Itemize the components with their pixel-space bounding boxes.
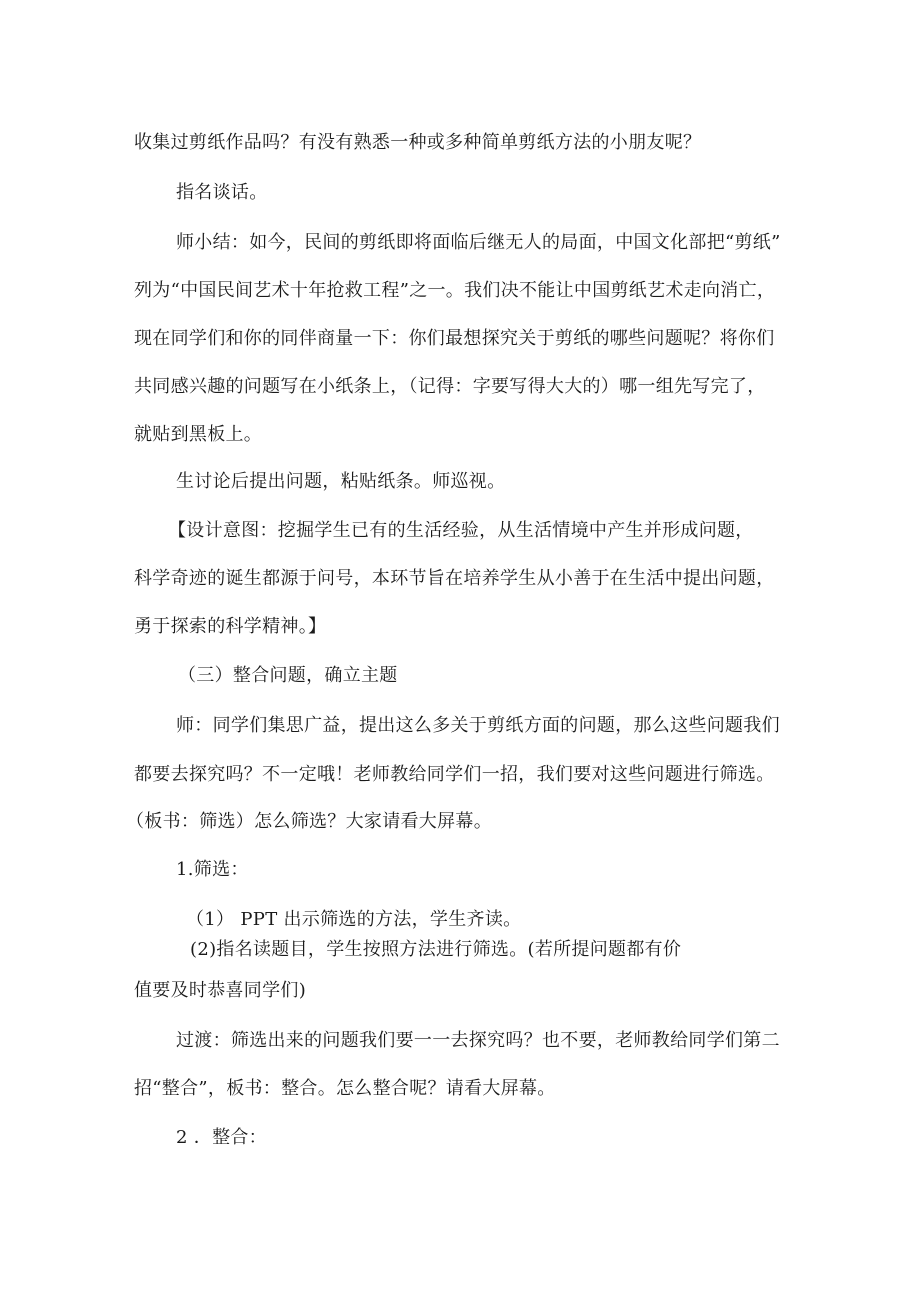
paragraph-student-discussion: 生讨论后提出问题，粘贴纸条。师巡视。: [176, 471, 506, 492]
paragraph-teacher-summary-line-3: 现在同学们和你的同伴商量一下：你们最想探究关于剪纸的哪些问题呢？将你们: [134, 328, 775, 349]
step-2-integrate-heading: 2 ．整合：: [176, 1127, 267, 1148]
paragraph-teacher-summary-line-1: 师小结：如今，民间的剪纸即将面临后继无人的局面，中国文化部把“剪纸”: [176, 232, 781, 253]
paragraph-design-intent-line-1: 【设计意图：挖掘学生已有的生活经验，从生活情境中产生并形成问题，: [168, 520, 754, 541]
paragraph-design-intent-line-3: 勇于探索的科学精神。】: [134, 616, 327, 637]
paragraph-transition-line-2: 招“整合”，板书：整合。怎么整合呢？请看大屏幕。: [134, 1078, 556, 1099]
step-1-filter-heading: 1.筛选：: [176, 859, 249, 880]
section-heading-integrate: （三）整合问题，确立主题: [178, 665, 398, 686]
paragraph-question-line: 收集过剪纸作品吗？有没有熟悉一种或多种简单剪纸方法的小朋友呢？: [134, 132, 702, 153]
paragraph-teacher-summary-line-2: 列为“中国民间艺术十年抢救工程”之一。我们决不能让中国剪纸艺术走向消亡，: [134, 280, 776, 301]
paragraph-design-intent-line-2: 科学奇迹的诞生都源于问号，本环节旨在培养学生从小善于在生活中提出问题，: [134, 568, 775, 589]
paragraph-transition-line-1: 过渡：筛选出来的问题我们要一一去探究吗？也不要，老师教给同学们第二: [176, 1030, 780, 1051]
paragraph-teacher-brainstorm-line-3: （板书：筛选）怎么筛选？大家请看大屏幕。: [126, 811, 492, 832]
paragraph-named-talk: 指名谈话。: [176, 182, 268, 203]
step-1-item-2-line-1: (2)指名读题目，学生按照方法进行筛选。(若所提问题都有价: [190, 939, 682, 960]
paragraph-teacher-brainstorm-line-2: 都要去探究吗？不一定哦！老师教给同学们一招，我们要对这些问题进行筛选。: [134, 764, 775, 785]
paragraph-teacher-summary-line-5: 就贴到黑板上。: [134, 424, 263, 445]
paragraph-teacher-summary-line-4: 共同感兴趣的问题写在小纸条上，（记得：字要写得大大的）哪一组先写完了，: [134, 376, 766, 397]
paragraph-teacher-brainstorm-line-1: 师：同学们集思广益，提出这么多关于剪纸方面的问题，那么这些问题我们: [176, 715, 780, 736]
step-1-item-1: （1） PPT 出示筛选的方法，学生齐读。: [186, 909, 522, 930]
step-1-item-2-line-2: 值要及时恭喜同学们): [134, 980, 307, 1001]
